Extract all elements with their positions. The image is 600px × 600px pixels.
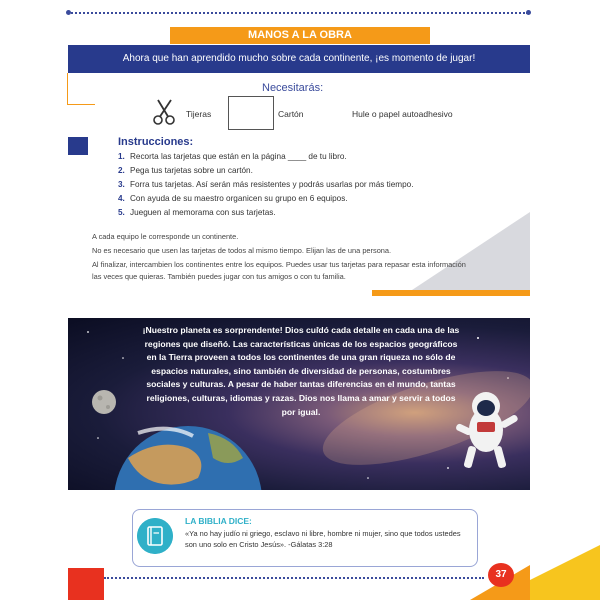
note-line: No es necesario que usen las tarjetas de todos al mismo tiempo. Elijan las de una persona. (92, 246, 392, 255)
border-dot (526, 10, 531, 15)
cardboard-image (228, 96, 274, 130)
book-icon (137, 518, 173, 554)
border-dot (66, 10, 71, 15)
decor-line (67, 73, 68, 105)
moon-image (92, 390, 116, 414)
note-paragraph: Al finalizar, intercambien los continentes entre los equipos. Puedes usar tus tarjetas para repasar esta información las veces que quieras. También puedes jugar con tus amigos o con tu familia. (92, 260, 466, 281)
bible-quote-title: LA BIBLIA DICE: (185, 516, 252, 526)
top-dotted-border (68, 12, 528, 14)
material-adhesive-label: Hule o papel autoadhesivo (352, 109, 453, 119)
scissors-icon (152, 98, 178, 126)
instruction-step: 2. Pega tus tarjetas sobre un cartón. (118, 166, 253, 175)
instruction-step: 1. Recorta las tarjetas que están en la página ____ de tu libro. (118, 152, 347, 161)
instructions-list (118, 150, 414, 220)
bible-quote-text: «Ya no hay judío ni griego, esclavo ni libre, hombre ni mujer, sino que todos ustedes son uno solo en Cristo Jesús». -Gálatas 3:28 (185, 529, 461, 549)
material-cardboard-label: Cartón (278, 109, 304, 119)
materials-heading: Necesitarás: (262, 82, 324, 94)
instructions-title: Instrucciones: (118, 136, 194, 148)
decor-line (67, 104, 95, 105)
decor-red-block (68, 568, 104, 600)
section-title: MANOS A LA OBRA (170, 27, 430, 44)
decor-bar (372, 290, 530, 296)
page-number: 37 (488, 563, 514, 587)
intro-banner: Ahora que han aprendido mucho sobre cada continente, ¡es momento de jugar! (68, 45, 530, 73)
decor-square (68, 137, 88, 155)
instruction-step: 4. Con ayuda de su maestro organicen su grupo en 6 equipos. (118, 194, 348, 203)
bottom-dotted-border (104, 577, 484, 579)
space-message: ¡Nuestro planeta es sorprendente! Dios cuidó cada detalle en cada una de las regiones que diseñó. Las características únicas de los espacios geográficos en la Tierra proveen a todos los continentes de una gran riqueza no sólo de espacios naturales, sino también de diversidad de personas, costumbres sociales y culturas. A pesar de haber tantas diferencias en el mundo, tantas religiones, culturas, idiomas y razas. Dios nos llama a amar y servir a todos por igual. (142, 325, 460, 417)
instruction-step: 5. Jueguen al memorama con sus tarjetas. (118, 208, 276, 217)
material-scissors-label: Tijeras (186, 109, 212, 119)
note-line: A cada equipo le corresponde un continente. (92, 232, 239, 241)
instruction-step: 3. Forra tus tarjetas. Así serán más resistentes y podrás usarlas por más tiempo. (118, 180, 414, 189)
